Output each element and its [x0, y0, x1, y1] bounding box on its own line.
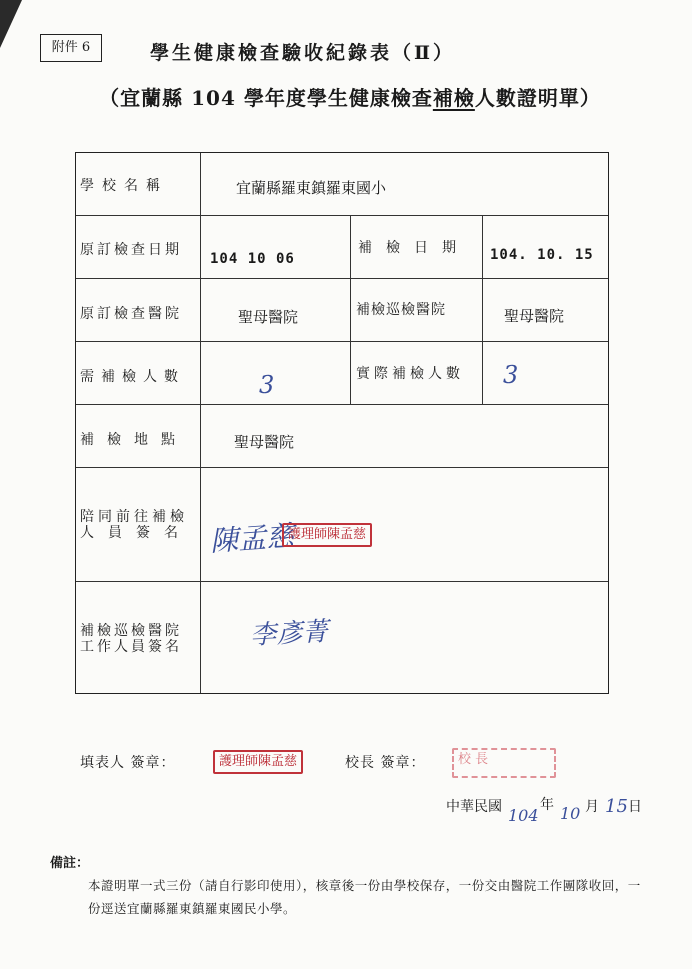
school-name-value: 宜蘭縣羅東鎮羅東國小 — [236, 179, 387, 197]
date-year: 104 — [508, 806, 539, 825]
col-divider — [350, 215, 351, 404]
row-divider — [76, 581, 608, 582]
escort-label-line1: 陪同前往補檢 — [80, 509, 188, 525]
notes-text: 本證明單一式三份（請自行影印使用），核章後一份由學校保存，一份交由醫院工作團隊收回，一份逕送宜蘭縣羅東鎮羅東國民小學。 — [88, 878, 641, 916]
principal-label: 校長 簽章： — [345, 755, 426, 771]
date-year-unit: 年 — [540, 797, 554, 813]
orig-date-label: 原訂檢查日期 — [80, 242, 182, 258]
attachment-label: 附件 6 — [40, 34, 102, 62]
row-divider — [76, 278, 608, 279]
page-corner-fold — [0, 0, 22, 48]
subtitle-after: 人數證明單） — [474, 86, 601, 110]
escort-stamp: 護理師陳孟慈 — [282, 523, 372, 547]
col-divider — [200, 153, 201, 693]
makeup-hospital-value: 聖母醫院 — [504, 307, 565, 325]
hospital-staff-label-line2: 工作人員簽名 — [80, 639, 182, 655]
orig-hospital-label: 原訂檢查醫院 — [80, 306, 182, 322]
school-name-label: 學校名稱 — [80, 178, 168, 194]
notes-title: 備註： — [50, 856, 90, 871]
location-value: 聖母醫院 — [234, 433, 295, 451]
orig-hospital-value: 聖母醫院 — [238, 308, 299, 326]
date-day: 15 — [605, 796, 628, 817]
actual-count-value: 3 — [503, 361, 519, 389]
hospital-staff-label-line1: 補檢巡檢醫院 — [80, 623, 182, 639]
filler-stamp: 護理師陳孟慈 — [213, 750, 303, 774]
actual-count-label: 實際補檢人數 — [356, 366, 464, 382]
hospital-staff-signature: 李彥菁 — [249, 616, 329, 652]
required-count-label: 需補檢人數 — [80, 369, 185, 385]
subtitle-underlined: 補檢 — [432, 86, 475, 110]
principal-stamp: 校 長 — [452, 748, 556, 778]
date-month-unit: 月 — [585, 799, 599, 815]
required-count-value: 3 — [259, 371, 275, 399]
col-divider — [482, 215, 483, 404]
orig-date-value: 104 10 06 — [210, 251, 295, 267]
makeup-date-value: 104. 10. 15 — [490, 247, 594, 263]
escort-label — [80, 509, 192, 541]
date-month: 10 — [560, 804, 581, 823]
row-divider — [76, 404, 608, 405]
row-divider — [76, 341, 608, 342]
hospital-staff-label — [80, 623, 182, 655]
escort-signature: 陳孟慈 — [209, 519, 296, 558]
makeup-date-label: 補檢日期 — [358, 240, 470, 256]
record-form-table — [75, 152, 609, 694]
filler-label: 填表人 簽章： — [80, 755, 176, 771]
date-day-unit: 日 — [628, 799, 642, 815]
escort-label-line2: 人員簽名 — [80, 525, 192, 541]
row-divider — [76, 215, 608, 216]
makeup-hospital-label: 補檢巡檢醫院 — [356, 302, 446, 318]
date-prefix: 中華民國 — [446, 799, 502, 815]
row-divider — [76, 467, 608, 468]
location-label: 補檢地點 — [80, 432, 188, 448]
subtitle-before: （宜蘭縣 104 學年度學生健康檢查 — [99, 86, 433, 110]
page-subtitle — [40, 82, 660, 111]
page-title: 學生健康檢查驗收紀錄表（Ⅱ） — [150, 42, 456, 64]
